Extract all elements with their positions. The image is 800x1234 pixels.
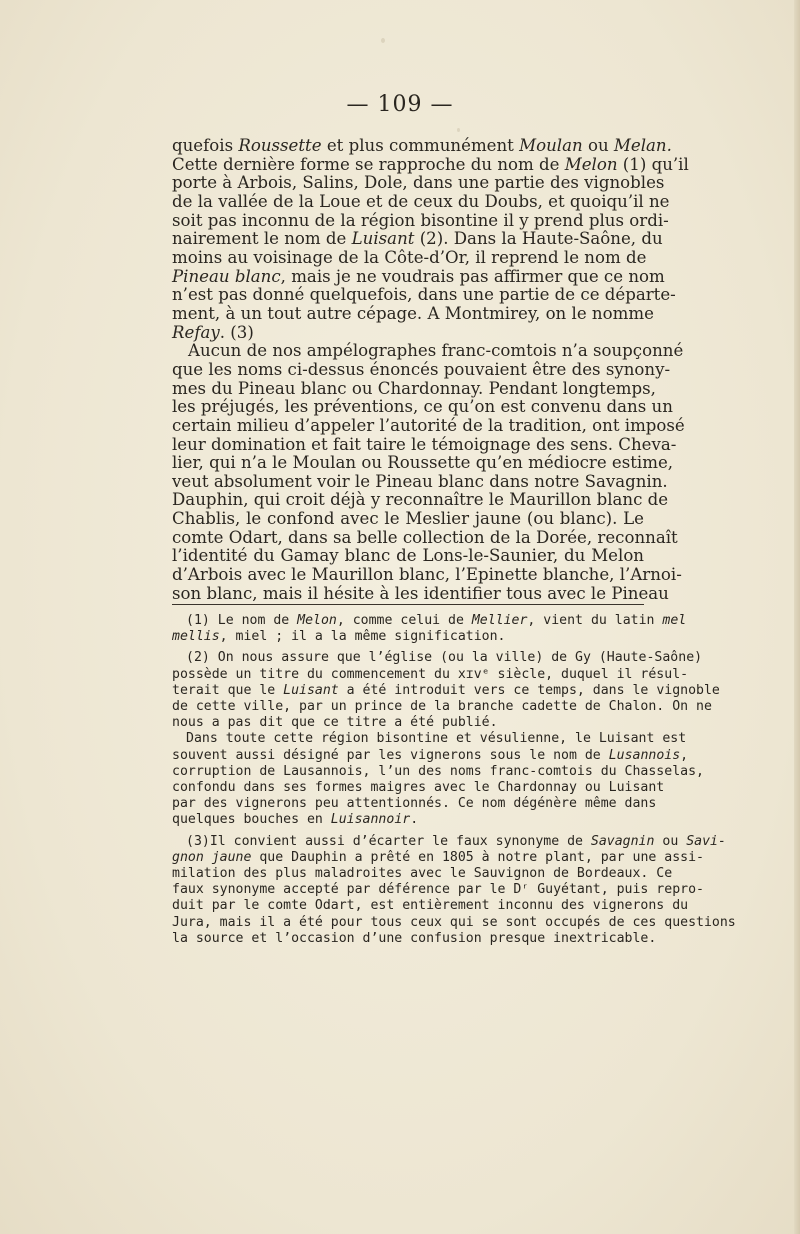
footnote-line: gnon jaune que Dauphin a prêté en 1805 à notre plant, par une assi-	[172, 849, 704, 865]
footnote-3	[172, 833, 736, 947]
footnote-line: confondu dans ses formes maigres avec le Chardonnay ou Luisant	[172, 780, 665, 796]
footnote-1	[172, 613, 687, 645]
footnote-2-continuation	[172, 731, 704, 828]
body-line: leur domination et fait taire le témoignage des sens. Cheva-	[172, 434, 677, 454]
body-line: porte à Arbois, Salins, Dole, dans une partie des vignobles	[172, 173, 665, 193]
body-line: moins au voisinage de la Côte-d’Or, il reprend le nom de	[172, 247, 647, 267]
body-line: Aucun de nos ampélographes franc-comtois n’a soupçonné	[188, 341, 684, 361]
body-line: Pineau blanc, mais je ne voudrais pas affirmer que ce nom	[172, 266, 665, 286]
body-line: son blanc, mais il hésite à les identifier tous avec le Pineau	[172, 583, 669, 603]
page-number: — 109 —	[346, 92, 454, 117]
body-line: veut absolument voir le Pineau blanc dans notre Savagnin.	[172, 471, 668, 491]
body-line: que les noms ci-dessus énoncés pouvaient être des synony-	[172, 359, 671, 379]
body-line: les préjugés, les préventions, ce qu’on est convenu dans un	[172, 397, 673, 417]
body-line: de la vallée de la Loue et de ceux du Doubs, et quoiqu’il ne	[172, 191, 670, 211]
page-edge	[794, 0, 800, 1234]
body-line: Chablis, le confond avec le Meslier jaune (ou blanc). Le	[172, 509, 644, 529]
ink-speck	[381, 38, 385, 43]
body-text	[172, 136, 689, 603]
footnote-line: nous a pas dit que ce titre a été publié.	[172, 715, 498, 731]
body-line: lier, qui n’a le Moulan ou Roussette qu’en médiocre estime,	[172, 453, 674, 473]
footnote-line: la source et l’occasion d’une confusion presque inextricable.	[172, 930, 657, 946]
body-line: quefois Roussette et plus communément Moulan ou Melan.	[172, 136, 672, 155]
footnote-line: terait que le Luisant a été introduit vers ce temps, dans le vignoble	[172, 682, 720, 698]
footnote-line: (3)Il convient aussi d’écarter le faux synonyme de Savagnin ou Savi-	[186, 833, 726, 849]
body-line: l’identité du Gamay blanc de Lons-le-Saunier, du Melon	[172, 546, 644, 566]
footnote-line: mellis, miel ; il a la même signification.	[172, 629, 506, 645]
body-line: soit pas inconnu de la région bisontine il y prend plus ordi-	[172, 210, 669, 230]
footnote-line: milation des plus maladroites avec le Sauvignon de Bordeaux. Ce	[172, 866, 673, 882]
footnote-line: (1) Le nom de Melon, comme celui de Mellier, vient du latin mel	[186, 613, 687, 628]
body-line: Dauphin, qui croit déjà y reconnaître le Maurillon blanc de	[172, 490, 669, 510]
footnote-line: de cette ville, par un prince de la branche cadette de Chalon. On ne	[172, 699, 712, 715]
footnote-line: par des vignerons peu attentionnés. Ce nom dégénère même dans	[172, 796, 657, 812]
footnotes	[172, 613, 736, 947]
body-line: n’est pas donné quelquefois, dans une partie de ce départe-	[172, 285, 676, 305]
footnote-line: Dans toute cette région bisontine et vésulienne, le Luisant est	[186, 731, 687, 747]
footnote-line: quelques bouches en Luisannoir.	[172, 812, 419, 828]
body-line: Cette dernière forme se rapproche du nom de Melon (1) qu’il	[172, 154, 689, 174]
ink-speck	[457, 128, 460, 132]
body-line: mes du Pineau blanc ou Chardonnay. Pendant longtemps,	[172, 378, 656, 398]
body-line: Refay. (3)	[172, 322, 254, 342]
footnote-separator	[172, 604, 644, 605]
footnote-line: Jura, mais il a été pour tous ceux qui se sont occupés de ces questions	[172, 914, 736, 930]
footnote-line: faux synonyme accepté par déférence par le Dʳ Guyétant, puis repro-	[172, 882, 704, 898]
footnote-line: possède un titre du commencement du xɪvᵉ siècle, duquel il résul-	[172, 666, 689, 682]
footnote-line: duit par le comte Odart, est entièrement inconnu des vignerons du	[172, 898, 689, 914]
footnote-2	[172, 650, 720, 731]
footnote-line: souvent aussi désigné par les vignerons sous le nom de Lusannois,	[172, 747, 689, 763]
footnote-line: (2) On nous assure que l’église (ou la ville) de Gy (Haute-Saône)	[186, 650, 703, 666]
body-line: comte Odart, dans sa belle collection de la Dorée, reconnaît	[172, 527, 678, 547]
body-line: ment, à un tout autre cépage. A Montmirey, on le nomme	[172, 303, 654, 323]
body-line: nairement le nom de Luisant (2). Dans la Haute-Saône, du	[172, 229, 663, 249]
body-line: d’Arbois avec le Maurillon blanc, l’Epinette blanche, l’Arnoi-	[172, 565, 682, 585]
footnote-line: corruption de Lausannois, l’un des noms franc-comtois du Chasselas,	[172, 763, 704, 779]
body-line: certain milieu d’appeler l’autorité de la tradition, ont imposé	[172, 415, 685, 435]
